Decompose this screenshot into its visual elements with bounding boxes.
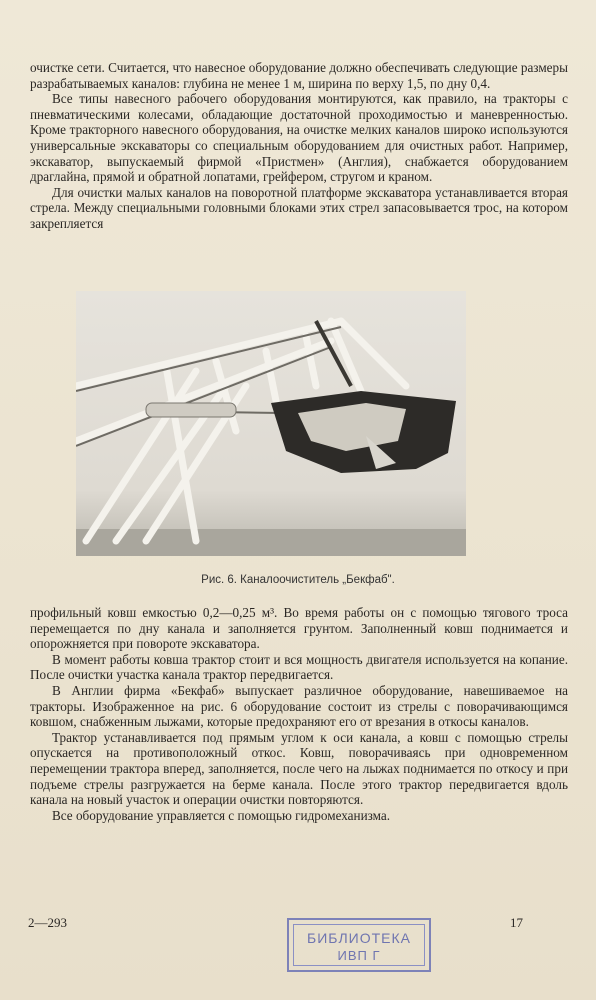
figure-photo-bekfab [76, 291, 466, 556]
printer-signature: 2—293 [28, 915, 67, 930]
page-number: 17 [510, 915, 523, 930]
text-block-top [30, 60, 568, 232]
paragraph: профильный ковш емкостью 0,2—0,25 м³. Во время работы он с помощью тягового троса перемещается по дну канала и заполняется грунтом. Заполненный ковш поднимается и опорожняется при повороте экскаватора. [30, 605, 568, 652]
photo-illustration [76, 291, 466, 556]
paragraph: очистке сети. Считается, что навесное оборудование должно обеспечивать следующие размеры разрабатываемых каналов: глубина не менее 1 м, ширина по верху 1,5, по дну 0,4. [30, 60, 568, 91]
paragraph: Все оборудование управляется с помощью гидромеханизма. [52, 807, 391, 823]
stamp-line-2: ИВП Г [337, 948, 381, 963]
figure-caption: Рис. 6. Каналоочиститель „Бекфаб". [201, 574, 395, 586]
paragraph: Все типы навесного рабочего оборудования монтируются, как правило, на тракторы с пневматическими колесами, обладающие достаточной проходимостью и маневренностью. Кроме тракторного навесного оборудования, на очистке мелких каналов широко используются универсальные экскаваторы со специальным оборудованием для очистных работ. Например, экскаватор, выпускаемый фирмой «Пристмен» (Англия), снабжается оборудованием драглайна, прямой и обратной лопатами, грейфером, стругом и краном. [30, 91, 568, 185]
paragraph: В Англии фирма «Бекфаб» выпускает различное оборудование, навешиваемое на тракторы. Изображенное на рис. 6 оборудование состоит из стрелы с поворачивающимся ковшом, снабженным лыжами, которые предохраняют его от врезания в откосы каналов. [30, 682, 568, 730]
stamp-line-1: БИБЛИОТЕКА [307, 930, 411, 946]
paragraph: Трактор устанавливается под прямым углом к оси канала, а ковш с помощью стрелы опускается на противоположный откос. Ковш, поворачиваясь при одновременном перемещении трактора вперед, заполняется, после чего на лыжах поднимается по откосу и при подъеме стрелы разгружается на берме канала. После этого трактор передвигается вдоль канала на новый участок и операции очистки повторяются. [30, 729, 568, 808]
library-stamp [287, 918, 431, 972]
text-block-bottom [30, 605, 568, 823]
paragraph: Для очистки малых каналов на поворотной платформе экскаватора устанавливается вторая стрела. Между специальными головными блоками этих стрел запасовывается трос, на котором закрепляется [30, 184, 568, 231]
paragraph: В момент работы ковша трактор стоит и вся мощность двигателя используется на копание. После очистки участка канала трактор передвигается. [30, 651, 568, 683]
